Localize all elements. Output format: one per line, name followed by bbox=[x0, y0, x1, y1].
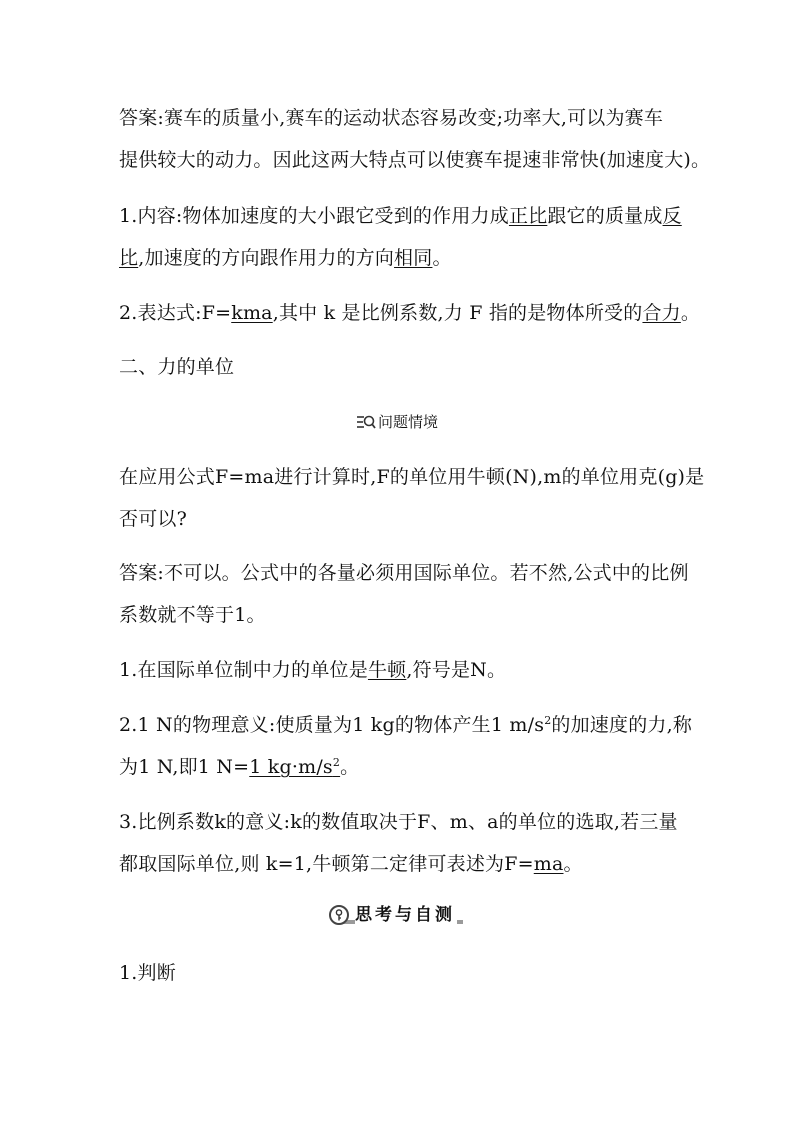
unit-item-1: 1.在国际单位制中力的单位是牛顿,符号是N。 bbox=[119, 659, 507, 681]
think-and-test-banner bbox=[329, 904, 463, 926]
banner-title: 思考与自测 bbox=[355, 905, 455, 925]
question-line-1: 在应用公式F=ma进行计算时,F的单位用牛顿(N),m的单位用克(g)是 bbox=[119, 466, 705, 488]
blank-answer: 正比 bbox=[508, 205, 548, 227]
blank-answer: 反 bbox=[662, 205, 682, 227]
blank-answer: 1 $kg\cdot m/s^2$ bbox=[249, 756, 341, 778]
question-search-icon bbox=[356, 414, 376, 436]
answer-line-1: 答案:赛车的质量小,赛车的运动状态容易改变;功率大,可以为赛车 bbox=[119, 107, 664, 129]
answer2-line-1: 答案:不可以。公式中的各量必须用国际单位。若不然,公式中的比例 bbox=[119, 562, 689, 584]
blank-answer: 合力 bbox=[642, 302, 681, 324]
blank-answer: 比 bbox=[119, 247, 139, 269]
blank-answer: ma bbox=[533, 853, 564, 875]
content-item-1: 1.内容:物体加速度的大小跟它受到的作用力成正比跟它的质量成反 bbox=[119, 205, 682, 227]
key-badge-icon bbox=[329, 905, 349, 925]
problem-situation-label: 问题情境 bbox=[0, 411, 794, 436]
blank-answer: kma bbox=[231, 302, 273, 324]
unit-item-2-cont: 为1 N,即1 N=1 $kg\cdot m/s^2$。 bbox=[119, 756, 360, 778]
content-item-1-cont: 比,加速度的方向跟作用力的方向相同。 bbox=[119, 247, 452, 269]
answer-line-2: 提供较大的动力。因此这两大特点可以使赛车提速非常快(加速度大)。 bbox=[119, 149, 711, 171]
unit-item-3: 3.比例系数k的意义:k的数值取决于F、m、a的单位的选取,若三量 bbox=[119, 811, 678, 833]
judge-title: 1.判断 bbox=[119, 962, 176, 984]
unit-item-2: 2.1 N的物理意义:使质量为1 kg的物体产生1 $m/s^2$的加速度的力,称 bbox=[119, 714, 693, 736]
question-line-2: 否可以? bbox=[119, 508, 187, 530]
content-item-2: 2.表达式:F=kma,其中 k 是比例系数,力 F 指的是物体所受的合力。 bbox=[119, 302, 701, 324]
blank-answer: 牛顿 bbox=[367, 659, 407, 681]
unit-item-3-cont: 都取国际单位,则 k=1,牛顿第二定律可表述为F=ma。 bbox=[119, 853, 583, 875]
answer2-line-2: 系数就不等于1。 bbox=[119, 604, 266, 626]
section-title: 二、力的单位 bbox=[119, 356, 235, 378]
blank-answer: 相同 bbox=[394, 247, 433, 269]
